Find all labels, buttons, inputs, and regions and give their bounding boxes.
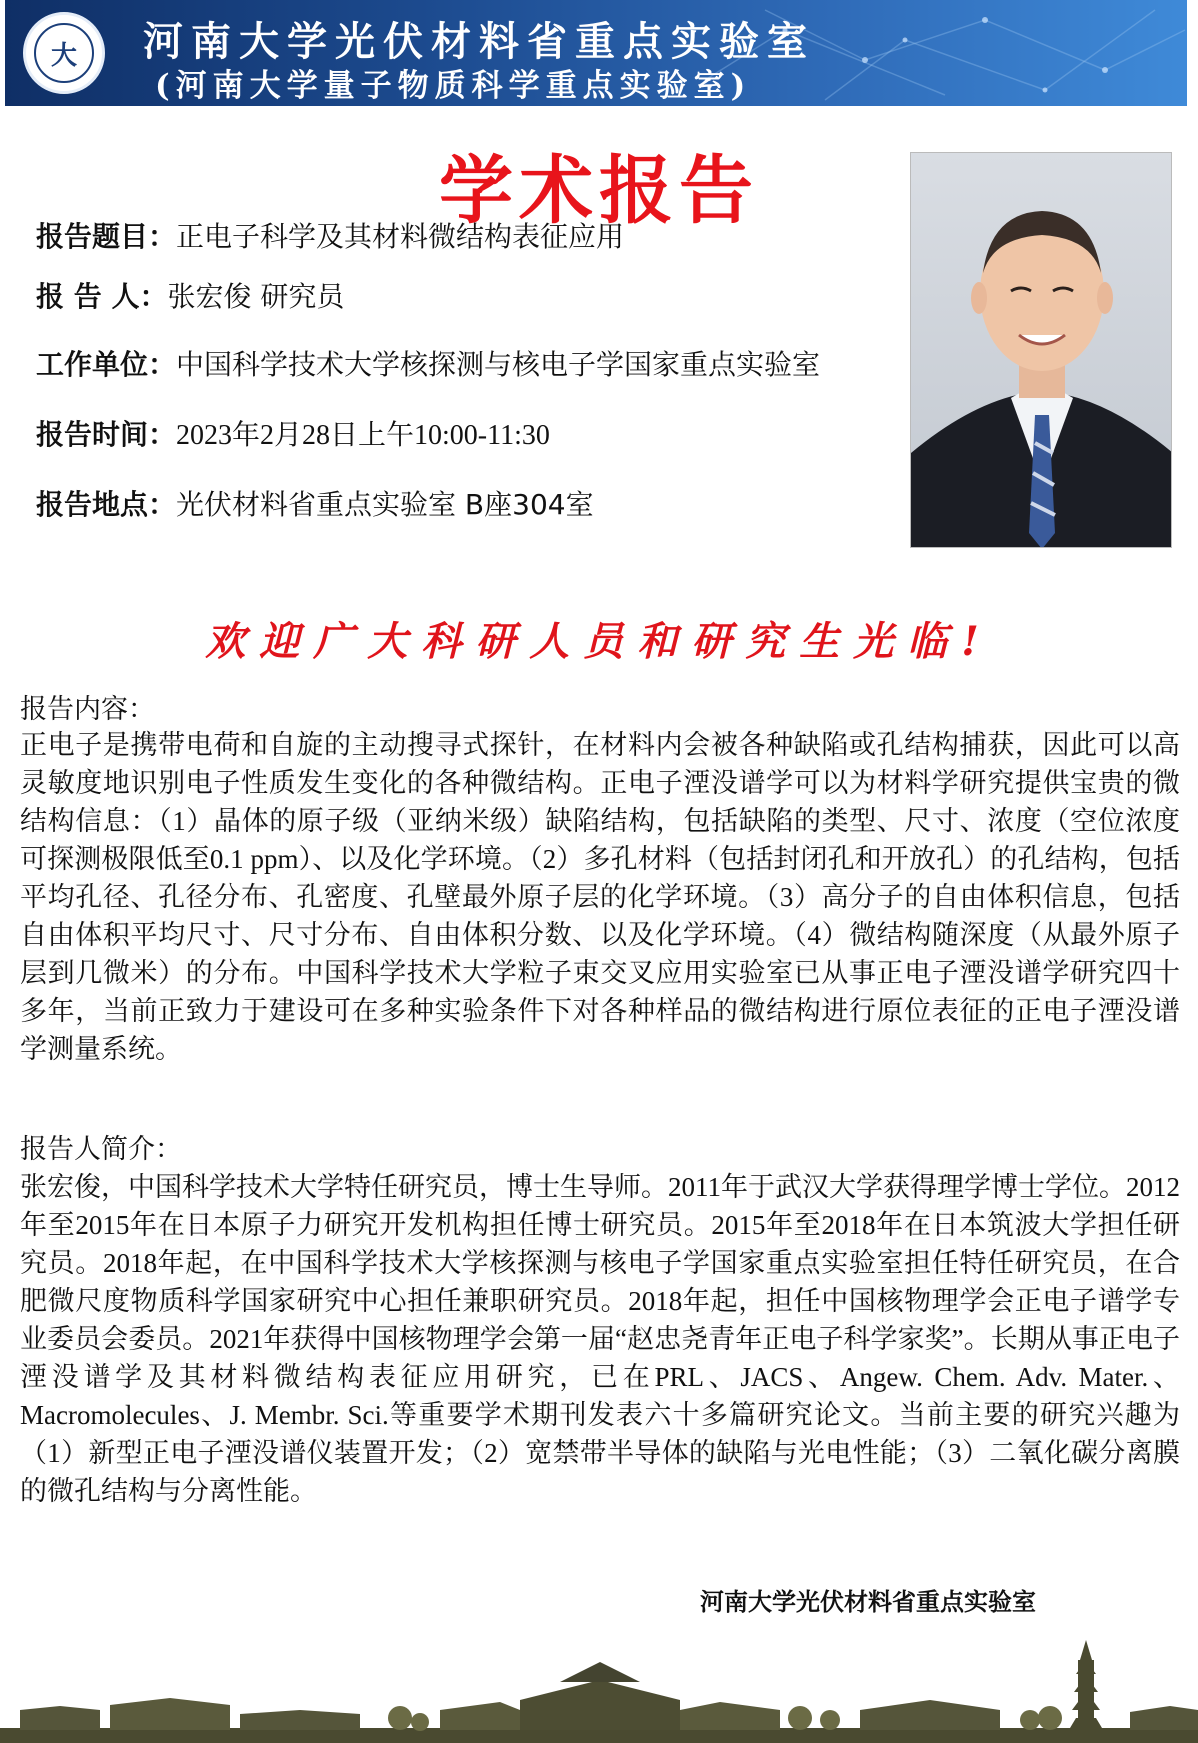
- bio-paragraph: 张宏俊，中国科学技术大学特任研究员，博士生导师。2011年于武汉大学获得理学博士学位。2012年至2015年在日本原子力研究开发机构担任博士研究员。2015年至2018年在日本筑波大学担任研究员。2018年起，在中国科学技术大学核探测与核电子学国家重点实验室担任特任研究员，在合肥微尺度物质科学国家研究中心担任兼职研究员。2018年起，担任中国核物理学会正电子谱学专业委员会委员。2021年获得中国核物理学会第一届“赵忠尧青年正电子科学家奖”。长期从事正电子湮没谱学及其材料微结构表征应用研究，已在PRL、JACS、Angew. Chem. Adv. Mater.、Macromolecules、J. Membr. Sci.等重要学术期刊发表六十多篇研究论文。当前主要的研究兴趣为（1）新型正电子湮没谱仪装置开发；（2）宽禁带半导体的缺陷与光电性能；（3）二氧化碳分离膜的微孔结构与分离性能。: [20, 1172, 1180, 1506]
- info-row-affiliation: [36, 343, 820, 383]
- portrait-illustration: [911, 153, 1172, 548]
- info-row-location: [36, 483, 594, 523]
- info-key: 工作单位：: [36, 348, 177, 381]
- info-row-topic: [36, 215, 624, 255]
- logo-emblem: 大: [34, 23, 94, 83]
- info-row-speaker: [36, 275, 344, 315]
- footer-organization: 河南大学光伏材料省重点实验室: [700, 1588, 1036, 1616]
- info-value: 光伏材料省重点实验室 B座304室: [176, 488, 594, 521]
- bio-label: 报告人简介：: [20, 1134, 182, 1164]
- lab-title: 河南大学光伏材料省重点实验室: [143, 18, 815, 65]
- info-key: 报 告 人：: [36, 280, 168, 313]
- speaker-photo: [910, 152, 1172, 548]
- info-key: 报告地点：: [36, 488, 177, 521]
- info-key: 报告题目：: [36, 220, 177, 253]
- info-key: 报告时间：: [36, 418, 177, 451]
- info-value: 2023年2月28日上午10:00-11:30: [176, 420, 550, 451]
- info-value: 张宏俊 研究员: [167, 280, 345, 313]
- lab-subtitle: (河南大学量子物质科学重点实验室): [155, 68, 752, 104]
- page-heading: 学术报告: [439, 148, 759, 234]
- content-label: 报告内容：: [20, 694, 155, 724]
- info-row-time: [36, 413, 550, 453]
- welcome-banner: 欢迎广大科研人员和研究生光临!: [205, 618, 993, 665]
- content-paragraph: 正电子是携带电荷和自旋的主动搜寻式探针，在材料内会被各种缺陷或孔结构捕获，因此可以高灵敏度地识别电子性质发生变化的各种微结构。正电子湮没谱学可以为材料学研究提供宝贵的微结构信息：（1）晶体的原子级（亚纳米级）缺陷结构，包括缺陷的类型、尺寸、浓度（空位浓度可探测极限低至0.1 ppm）、以及化学环境。（2）多孔材料（包括封闭孔和开放孔）的孔结构，包括平均孔径、孔径分布、孔密度、孔壁最外原子层的化学环境。（3）高分子的自由体积信息，包括自由体积平均尺寸、尺寸分布、自由体积分数、以及化学环境。（4）微结构随深度（从最外原子层到几微米）的分布。中国科学技术大学粒子束交叉应用实验室已从事正电子湮没谱学研究四十多年，当前正致力于建设可在多种实验条件下对各种样品的微结构进行原位表征的正电子湮没谱学测量系统。: [20, 730, 1180, 1064]
- info-value: 中国科学技术大学核探测与核电子学国家重点实验室: [176, 348, 821, 381]
- info-value: 正电子科学及其材料微结构表征应用: [176, 220, 625, 253]
- header-banner: [5, 0, 1187, 106]
- campus-skyline-illustration: [0, 1610, 1198, 1743]
- henan-university-logo: [23, 12, 105, 94]
